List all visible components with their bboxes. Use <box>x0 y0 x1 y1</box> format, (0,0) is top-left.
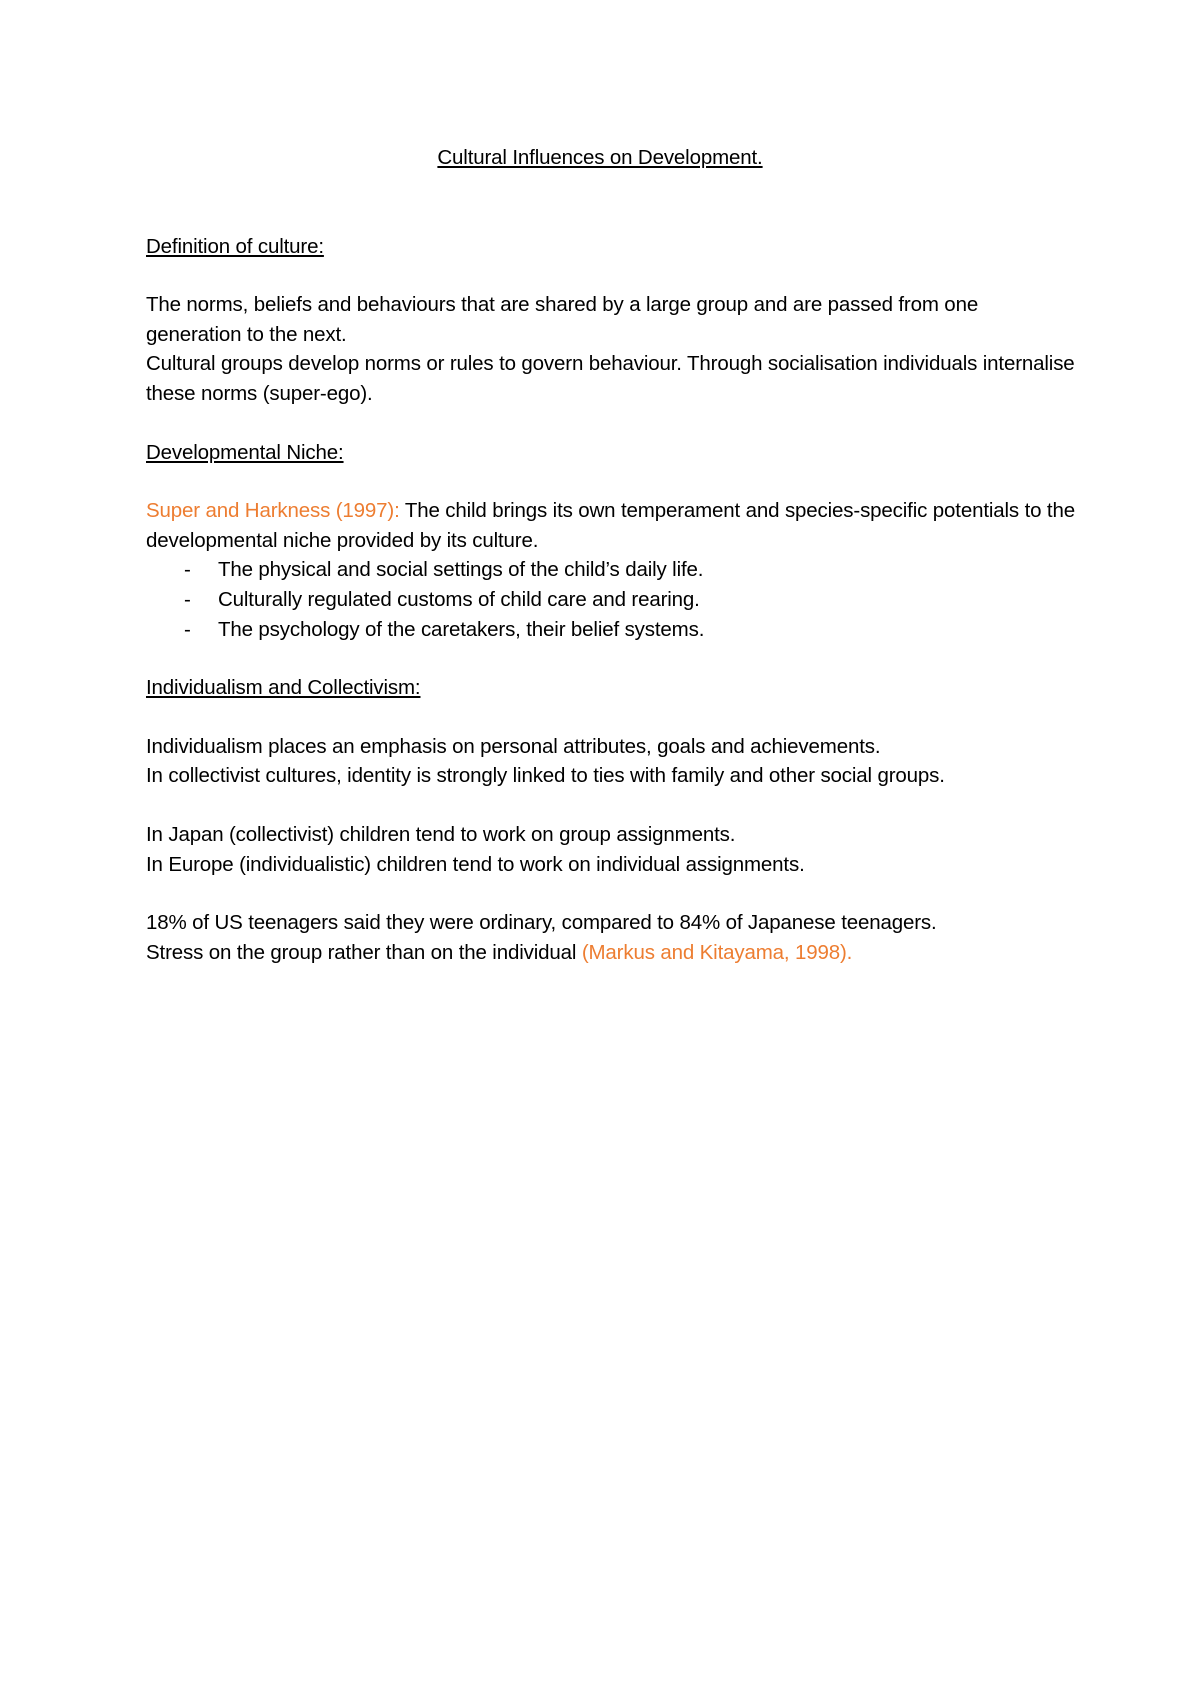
spacer <box>146 879 1076 908</box>
dash-bullet: - <box>184 558 191 582</box>
indcoll-line-1: Individualism places an emphasis on personal attributes, goals and achievements. <box>146 734 881 758</box>
list-item-text: Culturally regulated customs of child care and rearing. <box>218 587 700 611</box>
heading-individualism-collectivism: Individualism and Collectivism: <box>146 676 421 700</box>
indcoll-line-6 <box>146 938 1076 968</box>
spacer <box>146 173 1076 232</box>
spacer <box>146 467 1076 496</box>
list-item-text: The psychology of the caretakers, their belief systems. <box>218 617 705 641</box>
niche-intro-text: The child brings its own temperament and species-specific potentials to the developmental niche provided by its culture. <box>146 499 1075 552</box>
niche-list <box>146 555 1076 644</box>
indcoll-line-5: 18% of US teenagers said they were ordinary, compared to 84% of Japanese teenagers. <box>146 911 937 935</box>
heading-developmental-niche: Developmental Niche: <box>146 440 344 464</box>
dash-bullet: - <box>184 617 191 641</box>
document-body <box>146 143 1076 967</box>
indcoll-line-4: In Europe (individualistic) children tend to work on individual assignments. <box>146 852 805 876</box>
niche-paragraph <box>146 496 1076 555</box>
spacer <box>146 261 1076 290</box>
definition-paragraph <box>146 290 1076 408</box>
list-item-text: The physical and social settings of the child’s daily life. <box>218 558 704 582</box>
list-item <box>146 555 1076 585</box>
spacer <box>146 703 1076 732</box>
document-title: Cultural Influences on Development. <box>437 146 763 169</box>
spacer <box>146 791 1076 820</box>
definition-text-1: The norms, beliefs and behaviours that are shared by a large group and are passed from one generation to the next. <box>146 293 979 346</box>
dash-bullet: - <box>184 587 191 611</box>
list-item <box>146 585 1076 615</box>
indcoll-line-6-text: Stress on the group rather than on the individual <box>146 940 582 964</box>
spacer <box>146 409 1076 438</box>
definition-text-2: Cultural groups develop norms or rules to govern behaviour. Through socialisation individuals internalise these norms (super-ego). <box>146 352 1075 405</box>
citation-super-harkness: Super and Harkness (1997): <box>146 499 400 523</box>
list-item <box>146 615 1076 645</box>
spacer <box>146 644 1076 673</box>
heading-definition: Definition of culture: <box>146 234 324 258</box>
indcoll-line-2: In collectivist cultures, identity is strongly linked to ties with family and other social groups. <box>146 764 945 788</box>
indcoll-line-3: In Japan (collectivist) children tend to work on group assignments. <box>146 822 736 846</box>
citation-markus-kitayama: (Markus and Kitayama, 1998). <box>581 940 853 964</box>
